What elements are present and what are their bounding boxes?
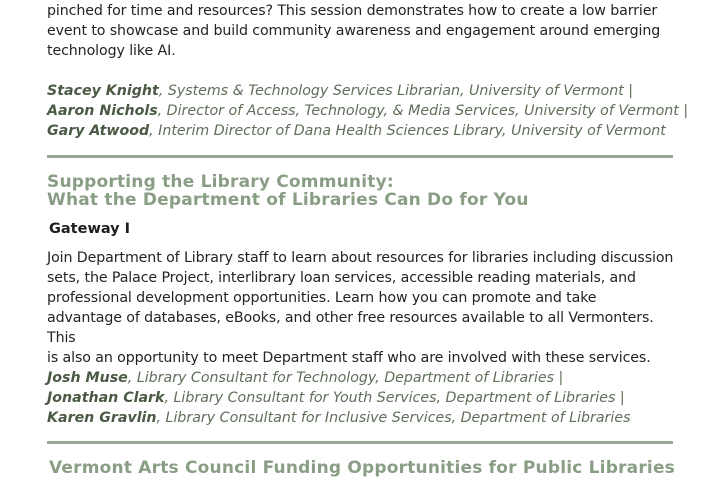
- session3-title: Vermont Arts Council Funding Opportunities for Public Libraries: [49, 458, 675, 478]
- speaker-name: Gary Atwood: [47, 123, 150, 139]
- speaker-role: , Library Consultant for Youth Services, Department of Libraries |: [164, 390, 625, 406]
- speaker-entry: [47, 388, 630, 408]
- session1-description: [47, 1, 660, 61]
- speaker-role: , Interim Director of Dana Health Sciences Library, University of Vermont: [149, 123, 666, 139]
- speaker-entry: [47, 81, 688, 101]
- description-line: professional development opportunities. Learn how you can promote and take: [47, 290, 597, 306]
- session-title-line: What the Department of Libraries Can Do for You: [47, 190, 529, 210]
- description-line: advantage of databases, eBooks, and other free resources available to all Vermonters. This: [47, 310, 654, 346]
- session2-description: [47, 248, 677, 368]
- speaker-name: Jonathan Clark: [47, 390, 165, 406]
- session1-speakers: [47, 81, 688, 141]
- speaker-role: , Library Consultant for Inclusive Services, Department of Libraries: [156, 410, 631, 426]
- section-divider: [47, 155, 673, 158]
- session2-speakers: [47, 368, 630, 428]
- speaker-role: , Director of Access, Technology, & Media Services, University of Vermont |: [157, 103, 689, 119]
- description-line: is also an opportunity to meet Department staff who are involved with these services.: [47, 350, 651, 366]
- session2-title: [47, 173, 529, 209]
- speaker-role: , Systems & Technology Services Librarian, University of Vermont |: [158, 83, 634, 99]
- description-line: sets, the Palace Project, interlibrary loan services, accessible reading materials, and: [47, 270, 636, 286]
- speaker-name: Aaron Nichols: [47, 103, 158, 119]
- speaker-name: Karen Gravlin: [47, 410, 157, 426]
- description-line: Join Department of Library staff to learn about resources for libraries including discussion: [47, 250, 674, 266]
- speaker-name: Stacey Knight: [47, 83, 159, 99]
- description-line: pinched for time and resources? This session demonstrates how to create a low barrier: [47, 3, 658, 19]
- speaker-entry: [47, 408, 630, 428]
- section-divider: [47, 441, 673, 444]
- description-line: event to showcase and build community awareness and engagement around emerging: [47, 23, 661, 39]
- speaker-entry: [47, 101, 688, 121]
- session-room: Gateway I: [49, 221, 131, 237]
- speaker-entry: [47, 368, 630, 388]
- description-line: technology like AI.: [47, 43, 176, 59]
- speaker-name: Josh Muse: [47, 370, 128, 386]
- speaker-role: , Library Consultant for Technology, Department of Libraries |: [127, 370, 564, 386]
- session-title-line: Supporting the Library Community:: [47, 172, 394, 192]
- speaker-entry: [47, 121, 688, 141]
